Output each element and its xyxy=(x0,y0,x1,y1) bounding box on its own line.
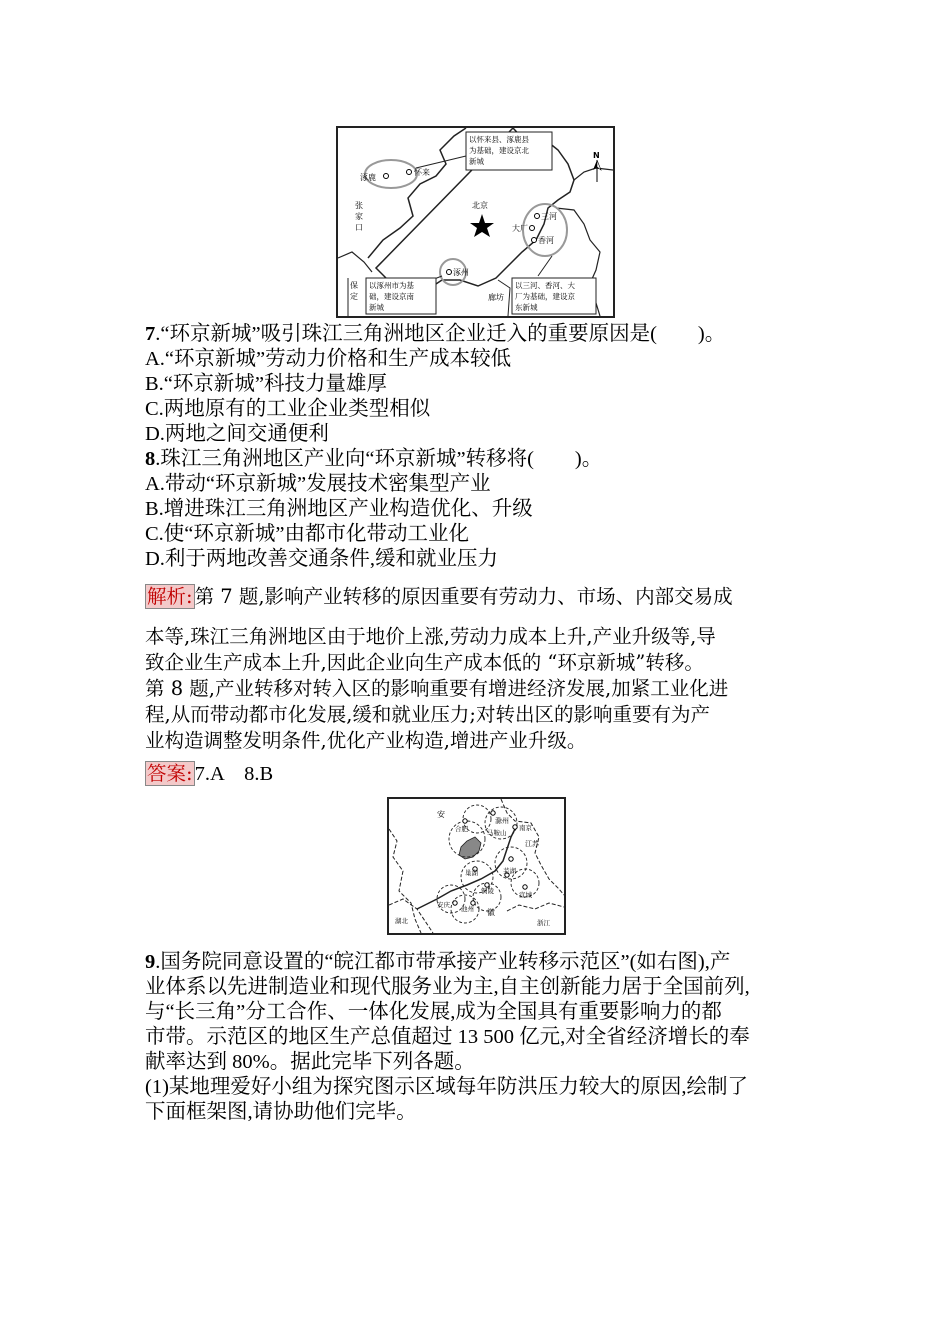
label-chuzhou: 滁州 xyxy=(495,817,509,825)
analysis-line-1 xyxy=(145,584,813,610)
label-jiangsu: 江苏 xyxy=(525,840,539,848)
province-boundary-south xyxy=(507,903,564,911)
analysis-text-1: 第 7 题,影响产业转移的原因重要有劳动力、市场、内部交易成 xyxy=(194,585,733,608)
analysis-line-4: 第 8 题,产业转移对转入区的影响重要有增进经济发展,加紧工业化进 xyxy=(145,677,729,700)
beijing-new-towns-map xyxy=(336,126,615,318)
north-callout-text: 以怀来县、涿鹿县为基础，建设京北新城 xyxy=(469,135,529,166)
label-hefei: 合肥 xyxy=(455,825,468,833)
answer-line xyxy=(145,761,273,787)
label-langfang: 廊坊 xyxy=(488,293,504,302)
question-7-text: .“环京新城”吸引珠江三角洲地区企业迁入的重要原因是( )。 xyxy=(155,323,726,345)
label-zhejiang: 浙江 xyxy=(537,919,550,927)
label-chizhou: 池州 xyxy=(461,905,474,913)
map2-svg xyxy=(389,799,564,933)
analysis-line-5: 程,从而带动都市化发展,缓和就业压力;对转出区的影响重要有为产 xyxy=(145,703,710,726)
label-north: N xyxy=(593,151,600,160)
sanhe-point xyxy=(535,214,540,219)
question-9-line-5: 献率达到 80%。据此完毕下列各题。 xyxy=(145,1051,475,1073)
label-baoding: 保定 xyxy=(350,281,358,301)
analysis-line-6: 业构造调整发明条件,优化产业构造,增进产业升级。 xyxy=(145,729,587,752)
question-9-sub-1-line-1: (1)某地理爱好小组为探究图示区域每年防洪压力较大的原因,绘制了 xyxy=(145,1076,749,1098)
question-8-option-b: B.增进珠江三角洲地区产业构造优化、升级 xyxy=(145,498,533,520)
huailai-point xyxy=(407,170,412,175)
hebei-boundary-west xyxy=(338,252,372,272)
xianghe-point xyxy=(532,238,537,243)
dachang-point xyxy=(530,226,535,231)
question-8-number: 8 xyxy=(145,448,156,470)
north-right-boundary xyxy=(574,168,613,180)
question-8-option-c: C.使“环京新城”由都市化带动工业化 xyxy=(145,523,469,545)
label-anqing: 安庆 xyxy=(437,901,450,909)
question-8-option-d: D.利于两地改善交通条件,缓和就业压力 xyxy=(145,548,499,570)
label-hui: 徽 xyxy=(487,908,495,917)
question-9-line-3: 与“长三角”分工合作、一体化发展,成为全国具有重要影响力的都 xyxy=(145,1001,722,1023)
label-zhangjiakou: 张家口 xyxy=(355,201,363,232)
answer-tag: 答案: xyxy=(147,762,193,785)
north-arrow-icon xyxy=(593,160,601,182)
question-8-stem xyxy=(145,447,602,472)
label-nanjing: 南京 xyxy=(519,824,532,832)
question-7-option-d: D.两地之间交通便利 xyxy=(145,423,329,445)
label-maanshan: 马鞍山 xyxy=(487,829,507,837)
label-tongling: 铜陵 xyxy=(481,887,494,895)
question-7-stem xyxy=(145,322,725,347)
zhuolu-point xyxy=(384,174,389,179)
label-sanhe: 三河 xyxy=(541,212,557,221)
analysis-line-3: 致企业生产成本上升,因此企业向生产成本低的 “环京新城”转移。 xyxy=(145,651,704,674)
analysis-line-2: 本等,珠江三角洲地区由于地价上涨,劳动力成本上升,产业升级等,导 xyxy=(145,625,716,648)
label-beijing: 北京 xyxy=(472,201,488,210)
label-an: 安 xyxy=(437,810,445,819)
question-9-text-1: .国务院同意设置的“皖江都市带承接产业转移示范区”(如右图),产 xyxy=(155,951,731,973)
label-chaohu: 巢湖 xyxy=(465,869,478,877)
label-huailai: 怀来 xyxy=(414,168,430,177)
label-xianghe: 香河 xyxy=(538,236,554,245)
answer-text: 7.A 8.B xyxy=(194,763,274,785)
label-dachang: 大厂 xyxy=(512,224,528,233)
yangtze-river xyxy=(417,825,517,909)
question-8-text: .珠江三角洲地区产业向“环京新城”转移将( )。 xyxy=(155,448,603,470)
label-zhuolu: 涿鹿 xyxy=(360,173,376,182)
question-9-number: 9 xyxy=(145,951,156,973)
question-7-option-b: B.“环京新城”科技力量雄厚 xyxy=(145,373,387,395)
question-9-line-4: 市带。示范区的地区生产总值超过 13 500 亿元,对全省经济增长的奉 xyxy=(145,1026,750,1048)
question-9-sub-1-line-2: 下面框架图,请协助他们完毕。 xyxy=(145,1101,417,1123)
label-wuhu: 芜湖 xyxy=(503,867,516,875)
question-9-line-2: 业体系以先进制造业和现代服务业为主,自主创新能力居于全国前列, xyxy=(145,976,750,998)
label-hubei: 湖北 xyxy=(395,917,408,925)
label-zhuozhou: 涿州 xyxy=(453,268,469,277)
question-7-number: 7 xyxy=(145,323,156,345)
question-9-line-1 xyxy=(145,950,730,975)
chaohu-lake xyxy=(459,837,481,859)
beijing-star-icon xyxy=(470,214,494,237)
zhuozhou-point xyxy=(447,270,452,275)
south-callout-text: 以涿州市为基础，建设京南新城 xyxy=(369,281,414,312)
analysis-tag: 解析: xyxy=(147,585,193,608)
wanjiang-region-map xyxy=(387,797,566,935)
question-8-option-a: A.带动“环京新城”发展技术密集型产业 xyxy=(145,473,491,495)
map1-svg xyxy=(338,128,613,316)
east-callout-text: 以三河、香河、大厂为基础，建设京东新城 xyxy=(515,281,575,312)
question-7-option-a: A.“环京新城”劳动力价格和生产成本较低 xyxy=(145,348,512,370)
question-7-option-c: C.两地原有的工业企业类型相似 xyxy=(145,398,431,420)
label-xuancheng: 宣城 xyxy=(519,891,532,899)
